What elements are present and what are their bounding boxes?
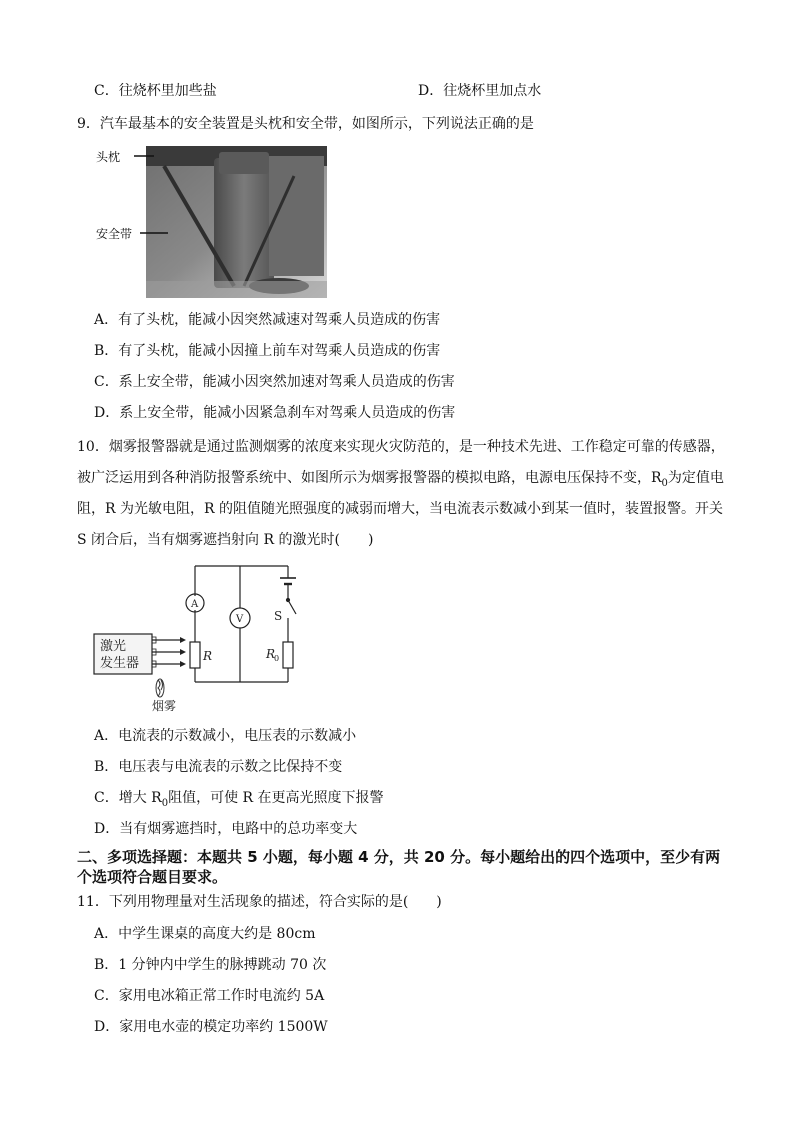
q11-option-b: B．1 分钟内中学生的脉搏跳动 70 次	[94, 957, 327, 973]
q10-stem-line1: 10．烟雾报警器就是通过监测烟雾的浓度来实现火灾防范的，是一种技术先进、工作稳定可靠的传感器，	[77, 439, 725, 455]
section2-header-line1: 二、多项选择题：本题共 5 小题，每小题 4 分，共 20 分。每小题给出的四个选项中，至少有两	[77, 848, 721, 866]
q9-option-c: C．系上安全带，能减小因突然加速对驾乘人员造成的伤害	[94, 374, 455, 390]
resistor-r0-subscript: 0	[274, 654, 280, 663]
q10-stem-line4: S 闭合后，当有烟雾遮挡射向 R 的激光时( )	[77, 532, 374, 548]
q10-option-d: D．当有烟雾遮挡时，电路中的总功率变大	[94, 821, 358, 837]
q10-option-a: A．电流表的示数减小，电压表的示数减小	[94, 728, 357, 744]
seatbelt-label: 安全带	[96, 227, 133, 241]
smoke-alarm-circuit-diagram	[90, 562, 300, 712]
q8-option-d: D．往烧杯里加点水	[418, 83, 542, 99]
laser-label-line1: 激光	[100, 639, 127, 654]
voltmeter-label: V	[236, 614, 244, 625]
resistor-r0-label: R	[266, 647, 276, 661]
q11-option-a: A．中学生课桌的高度大约是 80cm	[94, 926, 316, 942]
q9-option-d: D．系上安全带，能减小因紧急刹车对驾乘人员造成的伤害	[94, 405, 456, 421]
ammeter-label: A	[191, 599, 199, 610]
q11-option-d: D．家用电水壶的模定功率约 1500W	[94, 1019, 328, 1035]
headrest-label: 头枕	[96, 150, 121, 164]
section2-header-line2: 个选项符合题目要求。	[77, 868, 228, 886]
resistor-r-label: R	[203, 649, 213, 663]
q9-option-a: A．有了头枕，能减小因突然减速对驾乘人员造成的伤害	[94, 312, 441, 328]
headrest-seatbelt-photo	[94, 146, 327, 298]
q10-option-b: B．电压表与电流表的示数之比保持不变	[94, 759, 343, 775]
smoke-icon	[156, 679, 164, 697]
switch-label: S	[274, 609, 283, 623]
q10-option-c: C．增大 $R_0$阻值，可使 R 在更高光照度下报警	[94, 790, 384, 809]
smoke-label: 烟雾	[152, 699, 177, 712]
laser-label-line2: 发生器	[100, 656, 140, 671]
q9-option-b: B．有了头枕，能减小因撞上前车对驾乘人员造成的伤害	[94, 343, 441, 359]
q10-stem-line3: 阻，R 为光敏电阻，R 的阻值随光照强度的减弱而增大，当电流表示数减小到某一值时，装置报警。开关	[77, 501, 723, 517]
q11-option-c: C．家用电冰箱正常工作时电流约 5A	[94, 988, 325, 1004]
q10-stem-line2: 被广泛运用到各种消防报警系统中、如图所示为烟雾报警器的模拟电路，电源电压保持不变，$R_0$为定值电	[77, 470, 724, 489]
q11-stem: 11．下列用物理量对生活现象的描述，符合实际的是( )	[77, 894, 442, 910]
q8-option-c: C．往烧杯里加些盐	[94, 83, 217, 99]
q9-stem: 9．汽车最基本的安全装置是头枕和安全带，如图所示，下列说法正确的是	[77, 116, 534, 132]
